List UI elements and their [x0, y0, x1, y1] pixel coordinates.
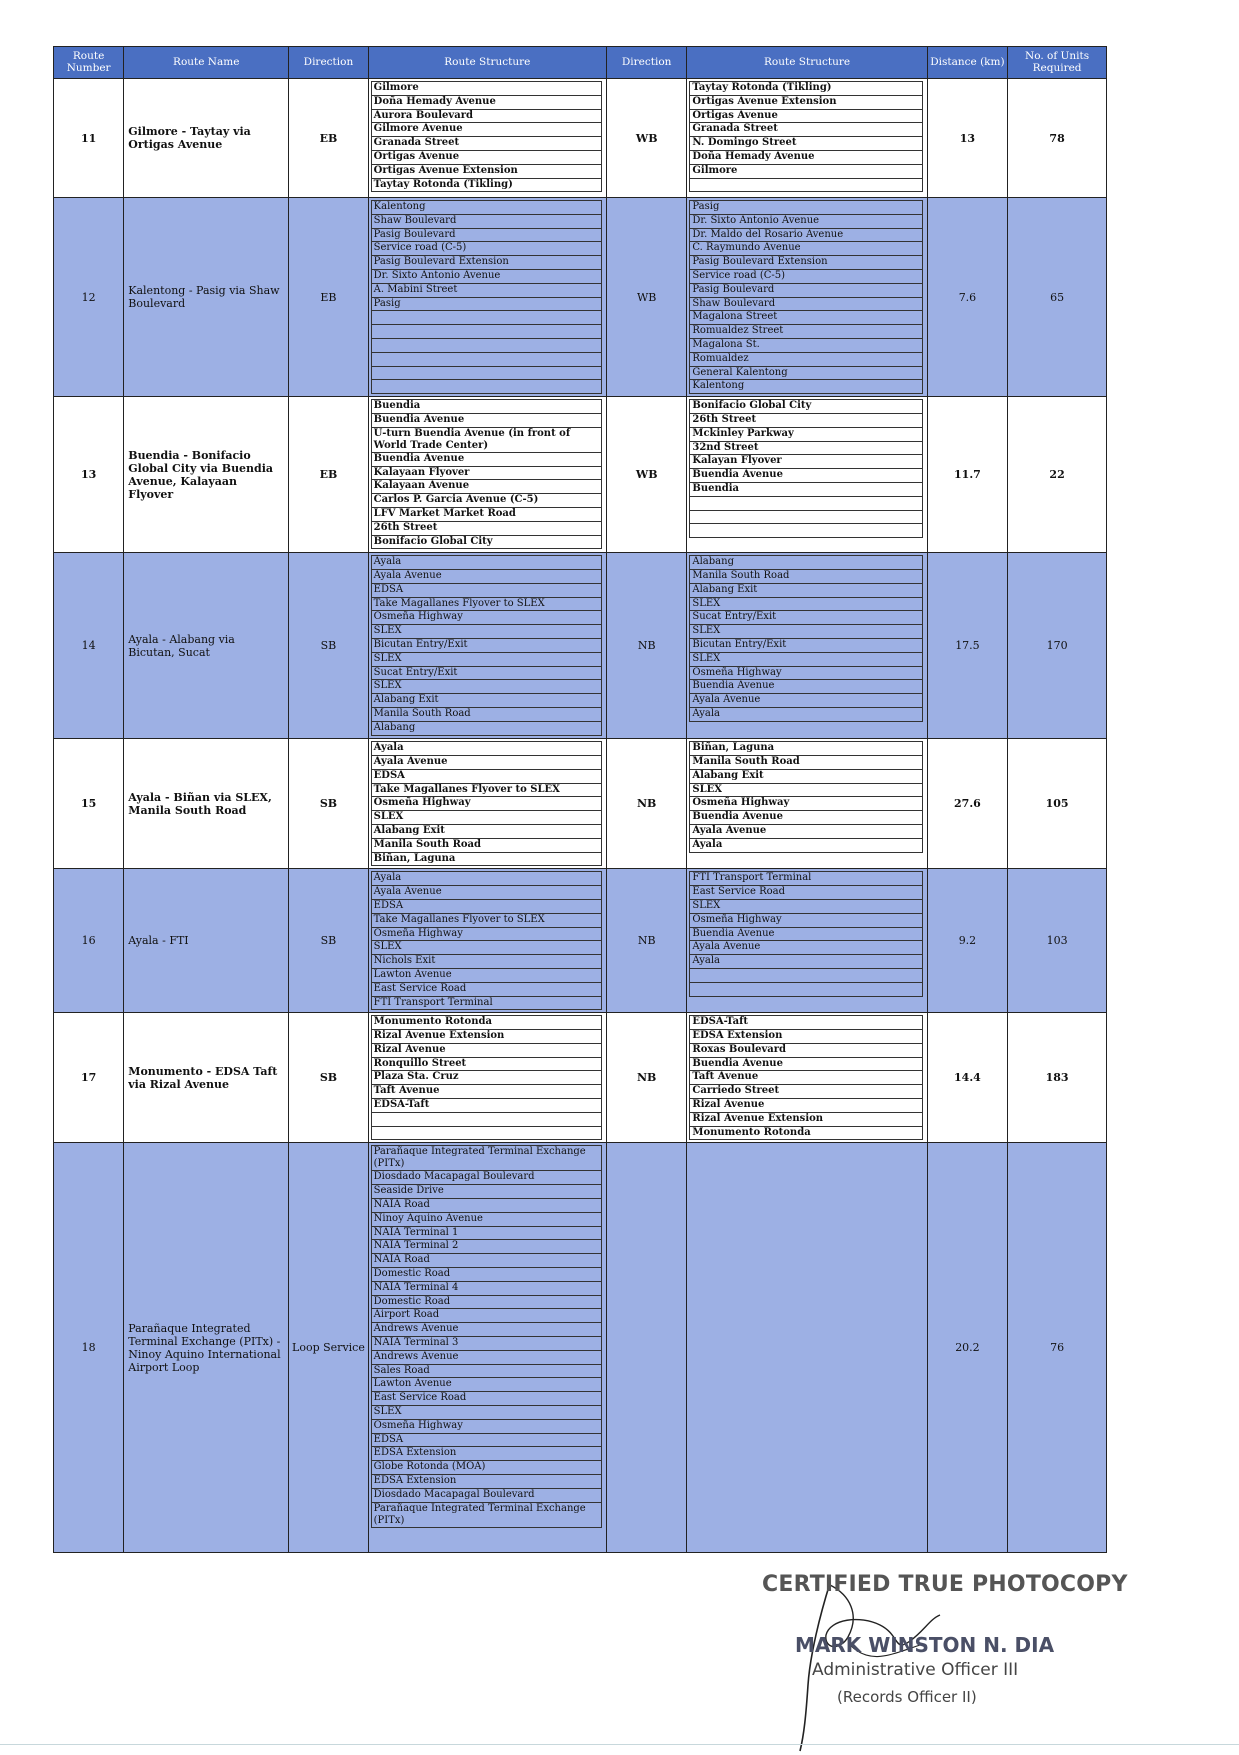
structure-list	[689, 81, 922, 192]
structure-list	[371, 871, 602, 1010]
structure-list	[371, 555, 602, 735]
structure-list	[371, 741, 602, 866]
structure-item: NAIA Terminal 3	[371, 1337, 602, 1351]
structure-item: Airport Road	[371, 1309, 602, 1323]
structure-item: Rizal Avenue Extension	[371, 1030, 602, 1044]
table-row	[54, 79, 1107, 198]
structure-item: FTI Transport Terminal	[371, 997, 602, 1011]
structure-item: Nichols Exit	[371, 955, 602, 969]
certifier-name: MARK WINSTON N. DIA	[795, 1633, 1055, 1657]
structure-item: Ayala	[371, 555, 602, 570]
structure-item: Dr. Sixto Antonio Avenue	[689, 215, 922, 229]
route-structure-a	[368, 1143, 606, 1553]
structure-item: Ortigas Avenue Extension	[689, 96, 922, 110]
structure-item: NAIA Terminal 2	[371, 1240, 602, 1254]
header-route-structure-b: Route Structure	[687, 47, 927, 79]
structure-item: Biñan, Laguna	[689, 741, 922, 756]
route-name: Ayala - FTI	[124, 869, 289, 1013]
structure-item: Parañaque Integrated Terminal Exchange (PITx)	[371, 1145, 602, 1171]
structure-item: Buendia Avenue	[371, 414, 602, 428]
structure-item: SLEX	[371, 811, 602, 825]
structure-item: Dr. Sixto Antonio Avenue	[371, 270, 602, 284]
structure-item: Rizal Avenue Extension	[689, 1113, 922, 1127]
structure-item: Alabang	[689, 555, 922, 570]
structure-item: Mckinley Parkway	[689, 428, 922, 442]
route-distance: 27.6	[927, 739, 1007, 869]
structure-item: Take Magallanes Flyover to SLEX	[371, 784, 602, 798]
route-number: 12	[54, 198, 124, 397]
structure-item-empty	[689, 983, 922, 997]
structure-item: NAIA Road	[371, 1254, 602, 1268]
page-bottom-rule	[0, 1744, 1239, 1745]
structure-item: SLEX	[371, 653, 602, 667]
structure-list	[689, 1015, 922, 1140]
structure-item: Alabang Exit	[371, 694, 602, 708]
structure-item: NAIA Terminal 1	[371, 1227, 602, 1241]
table-row	[54, 869, 1107, 1013]
route-units-required: 170	[1008, 553, 1107, 739]
structure-item: Service road (C-5)	[371, 242, 602, 256]
structure-item: EDSA	[371, 770, 602, 784]
certified-true-photocopy-stamp: CERTIFIED TRUE PHOTOCOPY	[762, 1572, 1128, 1597]
structure-item: N. Domingo Street	[689, 137, 922, 151]
route-structure-b	[687, 198, 927, 397]
header-route-name: Route Name	[124, 47, 289, 79]
structure-list	[689, 399, 922, 538]
structure-item: Buendia Avenue	[689, 928, 922, 942]
structure-item: Alabang Exit	[371, 825, 602, 839]
structure-item: Gilmore Avenue	[371, 123, 602, 137]
structure-item: Pasig	[689, 200, 922, 215]
structure-item: Alabang Exit	[689, 770, 922, 784]
structure-item: Osmeña Highway	[371, 611, 602, 625]
structure-item: Pasig Boulevard	[371, 229, 602, 243]
route-number: 18	[54, 1143, 124, 1553]
structure-item: Sucat Entry/Exit	[689, 611, 922, 625]
structure-item-empty	[689, 497, 922, 511]
structure-item: Osmeña Highway	[371, 797, 602, 811]
structure-item: Ayala Avenue	[689, 825, 922, 839]
structure-item: Granada Street	[371, 137, 602, 151]
structure-item: Buendia Avenue	[371, 453, 602, 467]
structure-item: Carlos P. Garcia Avenue (C-5)	[371, 494, 602, 508]
structure-item: Domestic Road	[371, 1296, 602, 1310]
table-row	[54, 553, 1107, 739]
header-distance: Distance (km)	[927, 47, 1007, 79]
structure-item-empty	[371, 1113, 602, 1127]
structure-list	[689, 741, 922, 852]
structure-item: Buendia Avenue	[689, 811, 922, 825]
structure-item: Osmeña Highway	[689, 797, 922, 811]
structure-item: Pasig	[371, 298, 602, 312]
route-direction-a: Loop Service	[289, 1143, 368, 1553]
structure-item-empty	[371, 339, 602, 353]
structure-item: Manila South Road	[689, 570, 922, 584]
structure-item: Ayala Avenue	[371, 756, 602, 770]
route-direction-a: EB	[289, 397, 368, 553]
structure-item: Taytay Rotonda (Tikling)	[689, 81, 922, 96]
header-route-number: Route Number	[54, 47, 124, 79]
route-direction-b: WB	[606, 79, 686, 198]
structure-item: Diosdado Macapagal Boulevard	[371, 1489, 602, 1503]
route-name: Ayala - Alabang via Bicutan, Sucat	[124, 553, 289, 739]
structure-item: Doña Hemady Avenue	[689, 151, 922, 165]
structure-item: EDSA	[371, 584, 602, 598]
structure-item: Biñan, Laguna	[371, 853, 602, 867]
structure-list	[371, 200, 602, 394]
route-direction-a: SB	[289, 869, 368, 1013]
structure-item-empty	[371, 1127, 602, 1141]
structure-item: Osmeña Highway	[689, 914, 922, 928]
structure-item: Alabang	[371, 722, 602, 736]
route-structure-a	[368, 1013, 606, 1143]
route-direction-b: NB	[606, 869, 686, 1013]
route-number: 14	[54, 553, 124, 739]
structure-item: Service road (C-5)	[689, 270, 922, 284]
route-units-required: 76	[1008, 1143, 1107, 1553]
structure-item: Rizal Avenue	[689, 1099, 922, 1113]
structure-item: EDSA Extension	[371, 1447, 602, 1461]
route-direction-b: NB	[606, 1013, 686, 1143]
structure-list	[371, 1015, 602, 1140]
route-direction-b: WB	[606, 198, 686, 397]
structure-item: SLEX	[371, 625, 602, 639]
route-direction-a: SB	[289, 1013, 368, 1143]
route-name: Parañaque Integrated Terminal Exchange (PITx) - Ninoy Aquino International Airport Loop	[124, 1143, 289, 1553]
route-distance: 17.5	[927, 553, 1007, 739]
route-units-required: 22	[1008, 397, 1107, 553]
structure-item: Andrews Avenue	[371, 1323, 602, 1337]
route-structure-b	[687, 553, 927, 739]
header-row	[54, 47, 1107, 79]
structure-item: Take Magallanes Flyover to SLEX	[371, 914, 602, 928]
route-number: 15	[54, 739, 124, 869]
structure-item: Taft Avenue	[689, 1071, 922, 1085]
structure-item: Rizal Avenue	[371, 1044, 602, 1058]
structure-item: Ayala	[689, 839, 922, 853]
structure-item: Ayala Avenue	[689, 941, 922, 955]
structure-item: Buendia	[371, 399, 602, 414]
structure-item: 32nd Street	[689, 442, 922, 456]
structure-item: Sucat Entry/Exit	[371, 667, 602, 681]
route-units-required: 78	[1008, 79, 1107, 198]
structure-item: EDSA Extension	[689, 1030, 922, 1044]
structure-item: Gilmore	[689, 165, 922, 179]
structure-item-empty	[371, 353, 602, 367]
structure-list	[371, 81, 602, 192]
table-row	[54, 397, 1107, 553]
route-direction-a: EB	[289, 198, 368, 397]
structure-item: SLEX	[689, 625, 922, 639]
structure-list	[371, 1145, 602, 1527]
structure-item: Manila South Road	[689, 756, 922, 770]
route-structure-a	[368, 553, 606, 739]
structure-item: Magalona St.	[689, 339, 922, 353]
structure-item: Monumento Rotonda	[371, 1015, 602, 1030]
structure-item: Buendia Avenue	[689, 469, 922, 483]
structure-item: Osmeña Highway	[371, 928, 602, 942]
structure-item: East Service Road	[689, 886, 922, 900]
structure-item: Kalayaan Flyover	[371, 467, 602, 481]
structure-item: LFV Market Market Road	[371, 508, 602, 522]
structure-item: 26th Street	[689, 414, 922, 428]
structure-item: Ortigas Avenue Extension	[371, 165, 602, 179]
table-row	[54, 1013, 1107, 1143]
structure-item: Ortigas Avenue	[371, 151, 602, 165]
table-row	[54, 739, 1107, 869]
structure-item: Bonifacio Global City	[689, 399, 922, 414]
structure-item: A. Mabini Street	[371, 284, 602, 298]
structure-item: SLEX	[371, 941, 602, 955]
structure-item: FTI Transport Terminal	[689, 871, 922, 886]
header-units-required: No. of Units Required	[1008, 47, 1107, 79]
structure-item: Ayala Avenue	[689, 694, 922, 708]
route-structure-b	[687, 397, 927, 553]
structure-item: Romualdez	[689, 353, 922, 367]
route-structure-a	[368, 397, 606, 553]
route-direction-b: NB	[606, 553, 686, 739]
structure-item: Kalayaan Avenue	[371, 480, 602, 494]
structure-item-empty	[689, 511, 922, 525]
route-direction-b: WB	[606, 397, 686, 553]
route-number: 17	[54, 1013, 124, 1143]
structure-item: Lawton Avenue	[371, 1378, 602, 1392]
route-distance: 20.2	[927, 1143, 1007, 1553]
route-structure-a	[368, 869, 606, 1013]
structure-item: Osmeña Highway	[371, 1420, 602, 1434]
structure-item: Magalona Street	[689, 311, 922, 325]
route-structure-a	[368, 739, 606, 869]
route-number: 13	[54, 397, 124, 553]
structure-item: Ayala Avenue	[371, 570, 602, 584]
structure-item: East Service Road	[371, 1392, 602, 1406]
route-structure-a	[368, 79, 606, 198]
structure-item: Romualdez Street	[689, 325, 922, 339]
structure-item: Osmeña Highway	[689, 667, 922, 681]
structure-item-empty	[689, 524, 922, 538]
structure-item: Parañaque Integrated Terminal Exchange (PITx)	[371, 1503, 602, 1528]
structure-item: C. Raymundo Avenue	[689, 242, 922, 256]
structure-list	[371, 399, 602, 549]
table-row	[54, 1143, 1107, 1553]
structure-item: SLEX	[371, 1406, 602, 1420]
structure-item: EDSA	[371, 900, 602, 914]
structure-item: Monumento Rotonda	[689, 1127, 922, 1141]
structure-item: SLEX	[689, 598, 922, 612]
structure-item: Buendia	[689, 483, 922, 497]
route-structure-b	[687, 1013, 927, 1143]
structure-item-empty	[371, 311, 602, 325]
structure-item: Taft Avenue	[371, 1085, 602, 1099]
structure-item: Domestic Road	[371, 1268, 602, 1282]
structure-item: EDSA-Taft	[689, 1015, 922, 1030]
structure-item: Kalayan Flyover	[689, 455, 922, 469]
structure-item: Alabang Exit	[689, 584, 922, 598]
structure-item: Sales Road	[371, 1365, 602, 1379]
structure-item: EDSA	[371, 1434, 602, 1448]
structure-item: Manila South Road	[371, 839, 602, 853]
structure-item: Aurora Boulevard	[371, 110, 602, 124]
structure-item-empty	[371, 367, 602, 381]
certifier-subtitle: (Records Officer II)	[837, 1688, 977, 1706]
structure-item: Pasig Boulevard	[689, 284, 922, 298]
structure-item: Taytay Rotonda (Tikling)	[371, 179, 602, 193]
structure-item-empty	[371, 325, 602, 339]
route-direction-a: EB	[289, 79, 368, 198]
structure-item: Gilmore	[371, 81, 602, 96]
structure-item: Pasig Boulevard Extension	[689, 256, 922, 270]
route-name: Gilmore - Taytay via Ortigas Avenue	[124, 79, 289, 198]
structure-list	[689, 200, 922, 394]
structure-item: Bicutan Entry/Exit	[689, 639, 922, 653]
route-name: Kalentong - Pasig via Shaw Boulevard	[124, 198, 289, 397]
structure-item: East Service Road	[371, 983, 602, 997]
structure-item: Diosdado Macapagal Boulevard	[371, 1171, 602, 1185]
route-distance: 7.6	[927, 198, 1007, 397]
route-units-required: 65	[1008, 198, 1107, 397]
structure-item: NAIA Road	[371, 1199, 602, 1213]
structure-item: Seaside Drive	[371, 1185, 602, 1199]
structure-item: Ninoy Aquino Avenue	[371, 1213, 602, 1227]
structure-item: Buendia Avenue	[689, 680, 922, 694]
structure-item: Take Magallanes Flyover to SLEX	[371, 598, 602, 612]
structure-item: Bonifacio Global City	[371, 536, 602, 550]
structure-item: Buendia Avenue	[689, 1058, 922, 1072]
structure-item: Kalentong	[371, 200, 602, 215]
structure-item: Roxas Boulevard	[689, 1044, 922, 1058]
route-direction-b: NB	[606, 739, 686, 869]
certifier-title: Administrative Officer III	[812, 1660, 1019, 1680]
structure-item: Shaw Boulevard	[371, 215, 602, 229]
route-name: Ayala - Biñan via SLEX, Manila South Road	[124, 739, 289, 869]
structure-item: Lawton Avenue	[371, 969, 602, 983]
structure-item-empty	[689, 969, 922, 983]
table-row	[54, 198, 1107, 397]
structure-item: U-turn Buendia Avenue (in front of World Trade Center)	[371, 428, 602, 453]
route-units-required: 105	[1008, 739, 1107, 869]
route-distance: 9.2	[927, 869, 1007, 1013]
route-name: Monumento - EDSA Taft via Rizal Avenue	[124, 1013, 289, 1143]
structure-item: Ayala	[371, 741, 602, 756]
route-distance: 11.7	[927, 397, 1007, 553]
structure-item: Ayala	[689, 708, 922, 722]
route-units-required: 183	[1008, 1013, 1107, 1143]
route-units-required: 103	[1008, 869, 1107, 1013]
structure-item: General Kalentong	[689, 367, 922, 381]
structure-item: Kalentong	[689, 380, 922, 394]
structure-item: Ortigas Avenue	[689, 110, 922, 124]
structure-item: EDSA Extension	[371, 1475, 602, 1489]
header-direction-b: Direction	[606, 47, 686, 79]
structure-item: Pasig Boulevard Extension	[371, 256, 602, 270]
route-number: 11	[54, 79, 124, 198]
structure-item: Ronquillo Street	[371, 1058, 602, 1072]
structure-item: Plaza Sta. Cruz	[371, 1071, 602, 1085]
route-distance: 13	[927, 79, 1007, 198]
structure-item: SLEX	[689, 784, 922, 798]
structure-item: NAIA Terminal 4	[371, 1282, 602, 1296]
header-direction-a: Direction	[289, 47, 368, 79]
structure-item: Ayala Avenue	[371, 886, 602, 900]
route-structure-b	[687, 1143, 927, 1553]
structure-item: Manila South Road	[371, 708, 602, 722]
structure-item: Andrews Avenue	[371, 1351, 602, 1365]
route-direction-b	[606, 1143, 686, 1553]
route-table-body	[54, 79, 1107, 1553]
structure-item: Ayala	[371, 871, 602, 886]
structure-item: Bicutan Entry/Exit	[371, 639, 602, 653]
structure-item: Shaw Boulevard	[689, 298, 922, 312]
route-structure-b	[687, 869, 927, 1013]
structure-item: Carriedo Street	[689, 1085, 922, 1099]
route-name: Buendia - Bonifacio Global City via Buendia Avenue, Kalayaan Flyover	[124, 397, 289, 553]
route-structure-b	[687, 79, 927, 198]
structure-item: SLEX	[689, 653, 922, 667]
structure-item: 26th Street	[371, 522, 602, 536]
structure-list	[689, 871, 922, 996]
structure-item: Globe Rotonda (MOA)	[371, 1461, 602, 1475]
structure-item: Doña Hemady Avenue	[371, 96, 602, 110]
route-direction-a: SB	[289, 553, 368, 739]
structure-item: Ayala	[689, 955, 922, 969]
structure-item: SLEX	[689, 900, 922, 914]
route-table	[53, 46, 1107, 1553]
structure-item: SLEX	[371, 680, 602, 694]
structure-item-empty	[689, 179, 922, 193]
route-distance: 14.4	[927, 1013, 1007, 1143]
structure-item-empty	[371, 380, 602, 394]
structure-item: EDSA-Taft	[371, 1099, 602, 1113]
structure-item: Granada Street	[689, 123, 922, 137]
structure-item: Dr. Maldo del Rosario Avenue	[689, 229, 922, 243]
route-structure-b	[687, 739, 927, 869]
structure-list	[689, 555, 922, 722]
route-direction-a: SB	[289, 739, 368, 869]
header-route-structure-a: Route Structure	[368, 47, 606, 79]
route-number: 16	[54, 869, 124, 1013]
route-structure-a	[368, 198, 606, 397]
